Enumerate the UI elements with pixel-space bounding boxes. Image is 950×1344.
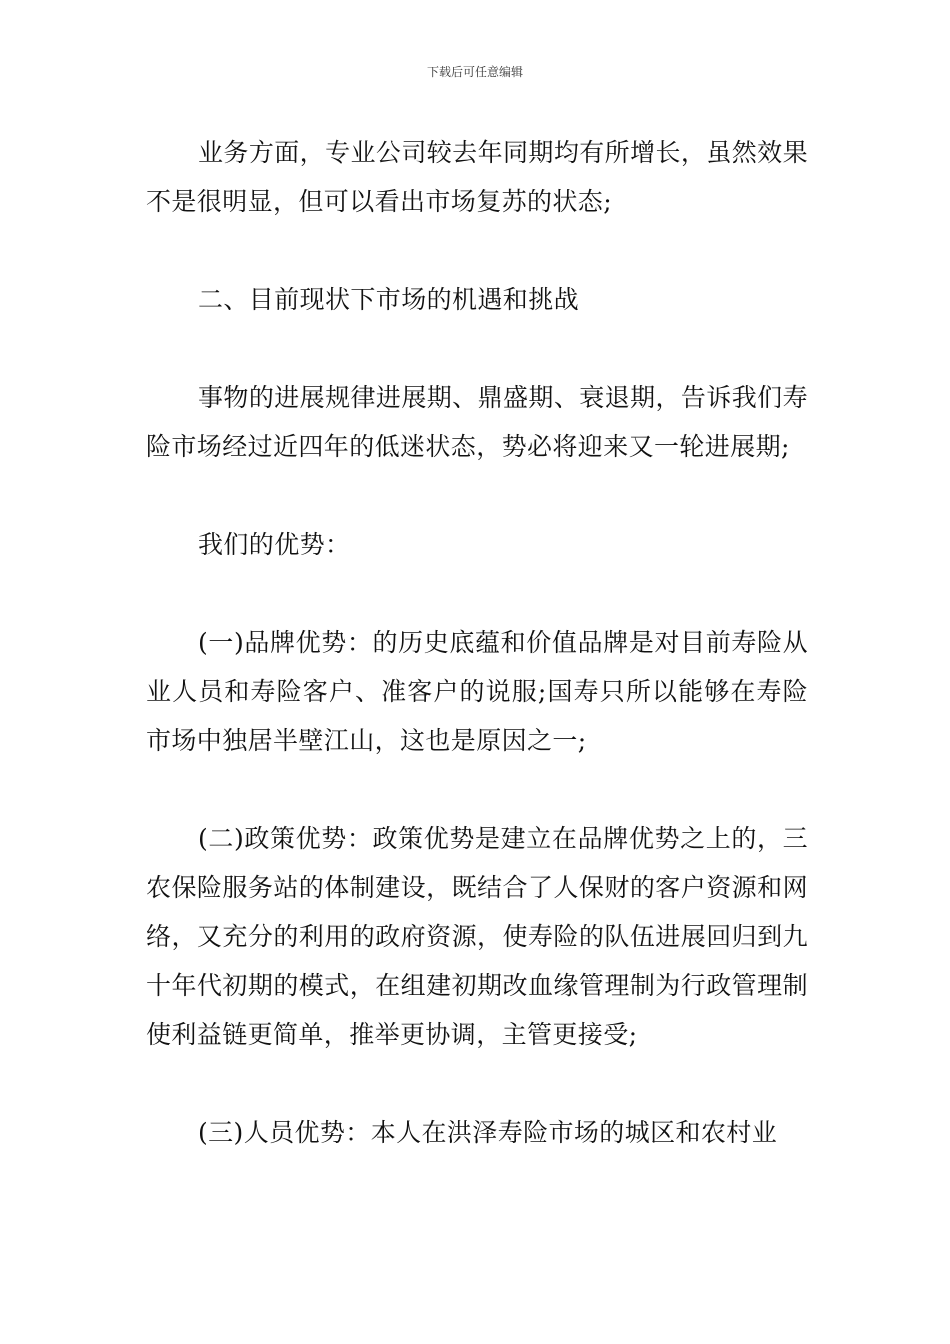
paragraph-development-cycle: 事物的进展规律进展期、鼎盛期、衰退期，告诉我们寿险市场经过近四年的低迷状态，势必将迎来又一轮进展期; [146,383,808,461]
paragraph-policy-advantage: (二)政策优势：政策优势是建立在品牌优势之上的，三农保险服务站的体制建设，既结合了人保财的客户资源和网络，又充分的利用的政府资源，使寿险的队伍进展回归到九十年代初期的模式，在组建初期改血缘管理制为行政管理制使利益链更简单，推举更协调，主管更接受; [146,824,808,1049]
paragraph-gap [146,569,808,618]
paragraph-gap [146,324,808,373]
paragraph-our-advantages: 我们的优势： [198,530,351,559]
paragraph-gap [146,226,808,275]
paragraph-gap [146,471,808,520]
paragraph-business: 业务方面，专业公司较去年同期均有所增长，虽然效果不是很明显，但可以看出市场复苏的状态; [146,138,808,216]
section-heading-opportunities: 二、目前现状下市场的机遇和挑战 [198,285,580,314]
paragraph-brand-advantage: (一)品牌优势：的历史底蕴和价值品牌是对目前寿险从业人员和寿险客户、准客户的说服;国寿只所以能够在寿险市场中独居半壁江山，这也是原因之一; [146,628,808,755]
paragraph-gap [146,765,808,814]
document-body [146,128,808,1157]
page-header-note: 下载后可任意编辑 [426,65,523,79]
paragraph-staff-advantage: (三)人员优势：本人在洪泽寿险市场的城区和农村业 [198,1118,778,1147]
paragraph-gap [146,1059,808,1108]
